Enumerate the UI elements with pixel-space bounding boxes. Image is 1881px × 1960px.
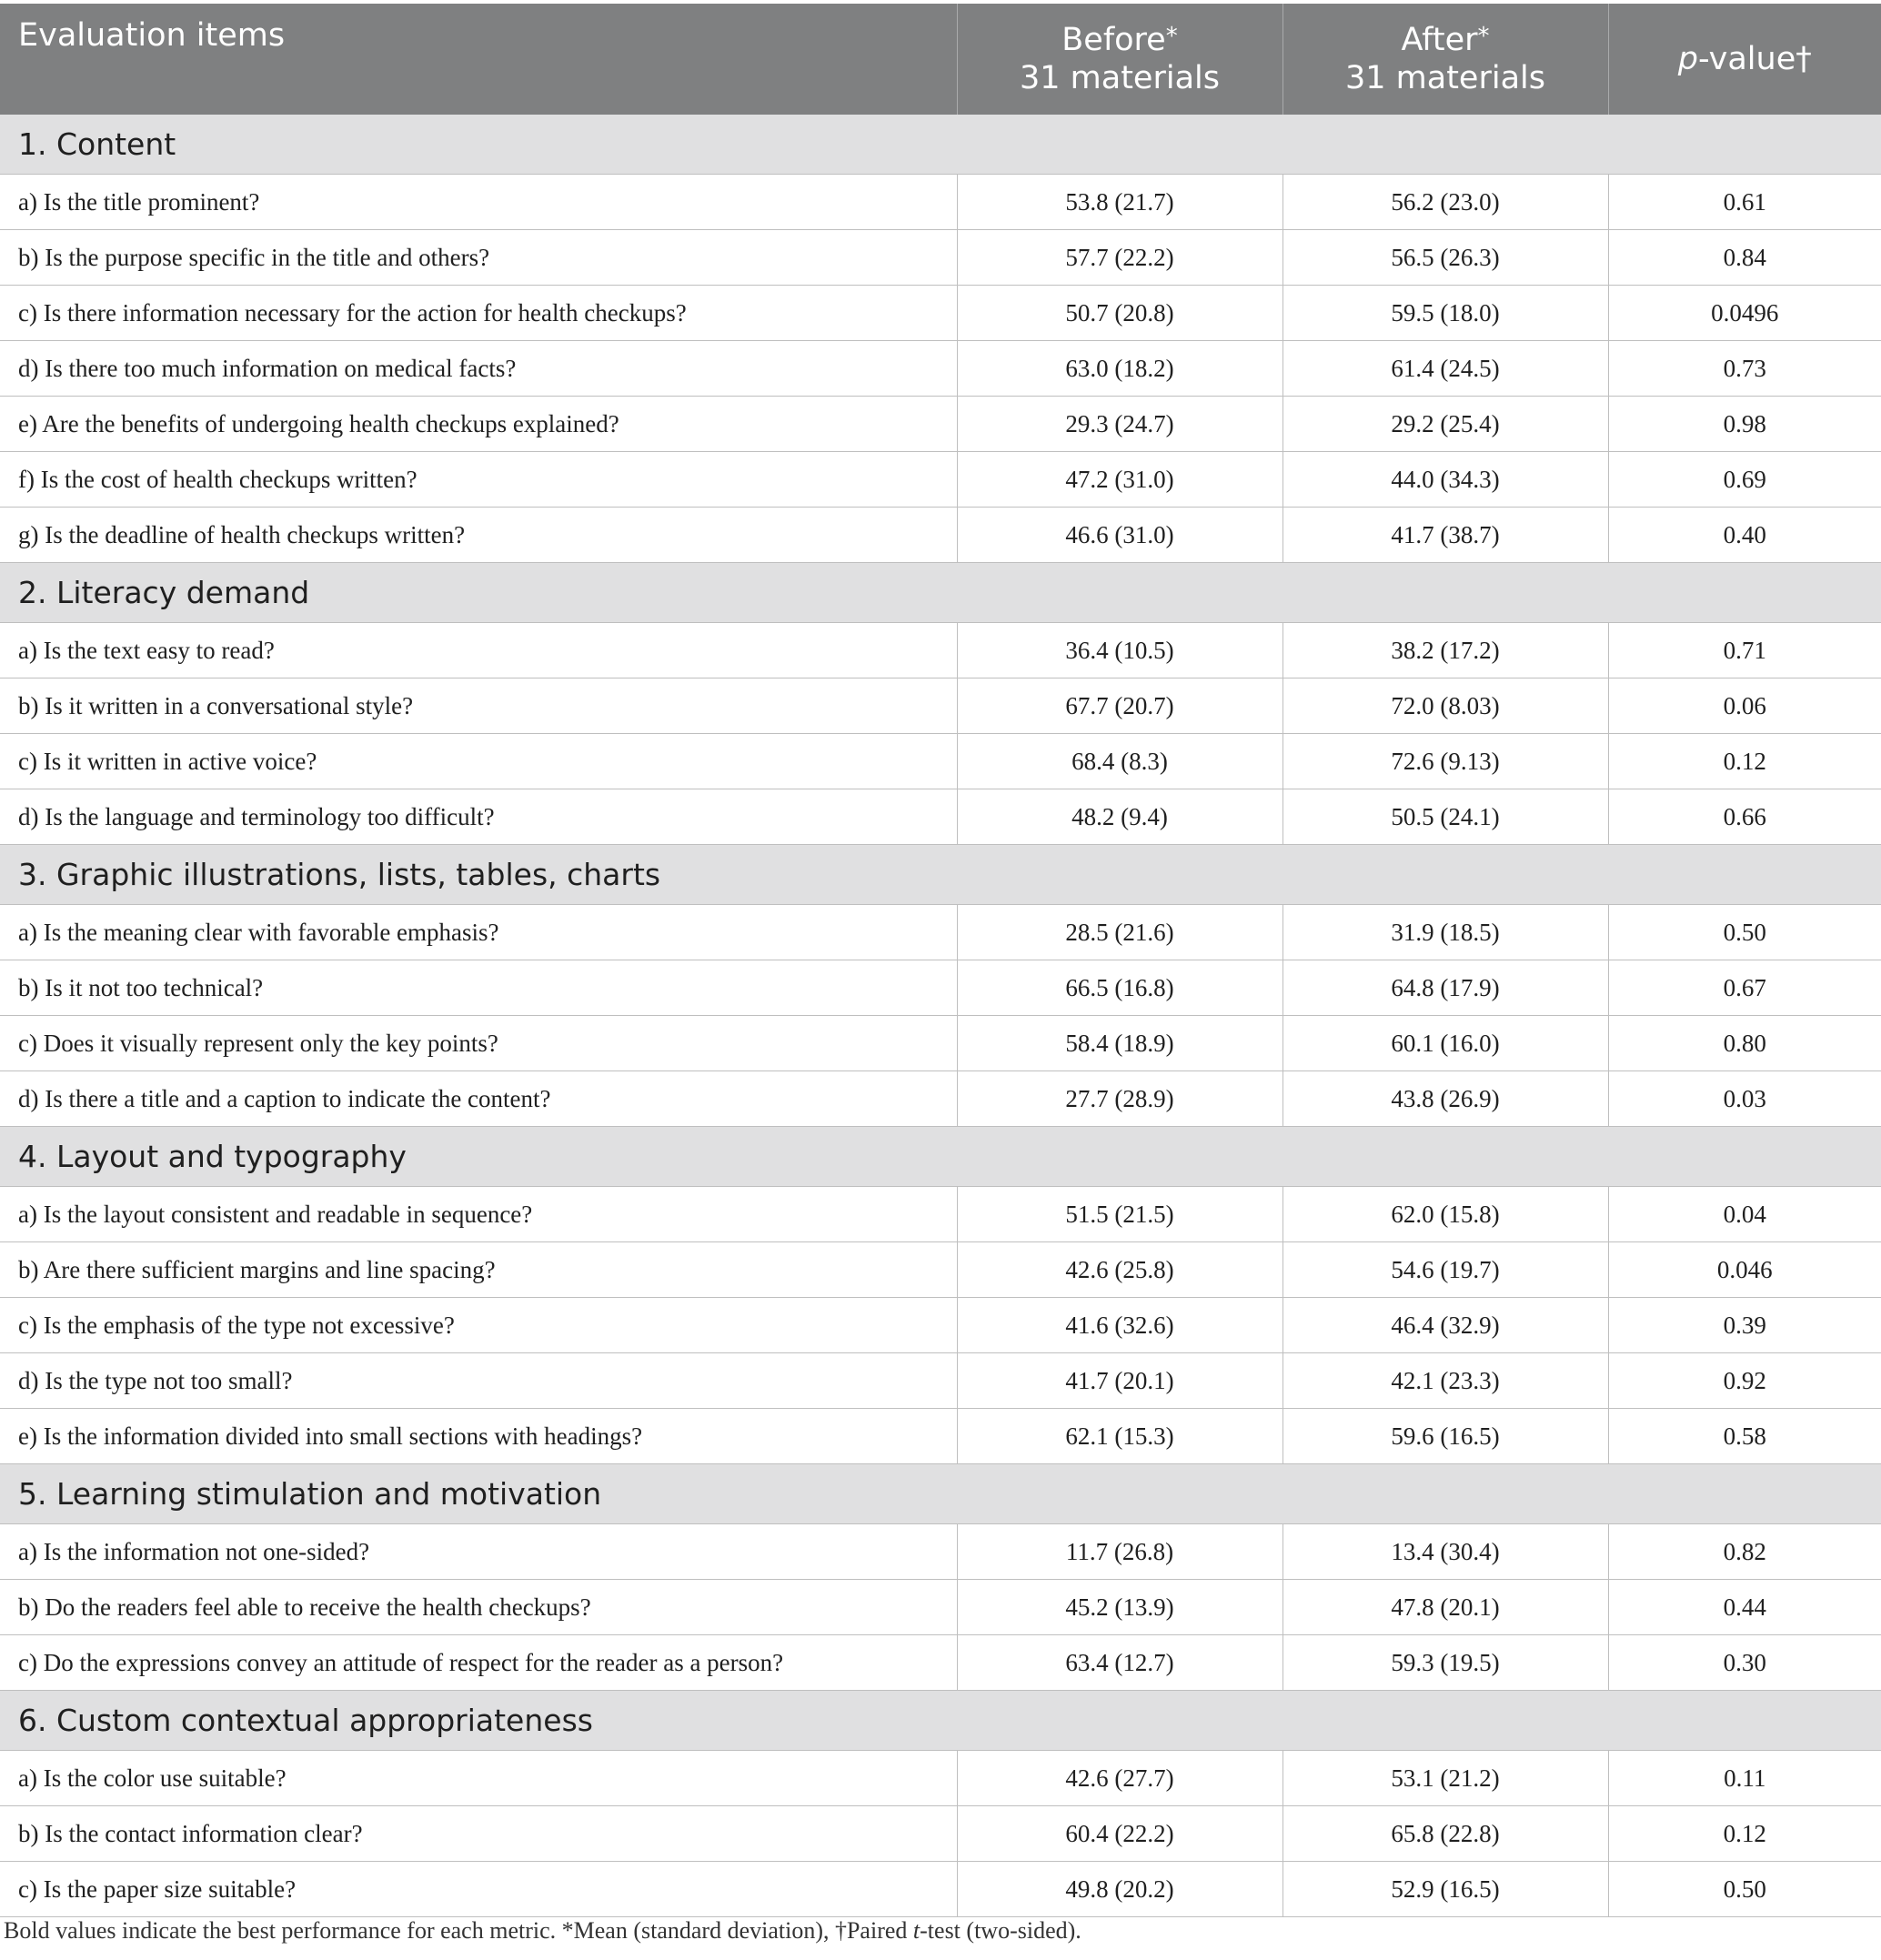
evaluation-item-cell: c) Is the paper size suitable? [0, 1862, 957, 1917]
before-value-cell: 66.5 (16.8) [957, 960, 1282, 1016]
header-before [957, 4, 1282, 115]
before-value-cell: 51.5 (21.5) [957, 1187, 1282, 1242]
evaluation-item-cell: c) Is there information necessary for the action for health checkups? [0, 286, 957, 341]
p-value-cell: 0.69 [1608, 452, 1881, 508]
header-p-marker: † [1796, 41, 1812, 77]
after-value-cell: 56.2 (23.0) [1282, 175, 1608, 230]
evaluation-item-cell: b) Is the contact information clear? [0, 1806, 957, 1862]
p-value-cell: 0.39 [1608, 1298, 1881, 1353]
evaluation-item-cell: d) Is there a title and a caption to indicate the content? [0, 1071, 957, 1127]
before-value-cell: 27.7 (28.9) [957, 1071, 1282, 1127]
table-row [0, 175, 1881, 230]
table-row [0, 623, 1881, 678]
after-value-cell: 50.5 (24.1) [1282, 789, 1608, 845]
after-value-cell: 56.5 (26.3) [1282, 230, 1608, 286]
table-row [0, 1071, 1881, 1127]
table-row [0, 286, 1881, 341]
before-value-cell: 36.4 (10.5) [957, 623, 1282, 678]
p-value-cell: 0.40 [1608, 508, 1881, 563]
header-p-value [1608, 4, 1881, 115]
evaluation-table-container [0, 4, 1881, 1917]
after-value-cell: 53.1 (21.2) [1282, 1751, 1608, 1806]
p-value-cell: 0.58 [1608, 1409, 1881, 1464]
before-value-cell: 63.4 (12.7) [957, 1635, 1282, 1691]
evaluation-item-cell: a) Is the title prominent? [0, 175, 957, 230]
table-row [0, 678, 1881, 734]
header-evaluation-items [0, 4, 957, 115]
after-value-cell: 61.4 (24.5) [1282, 341, 1608, 397]
after-value-cell: 72.6 (9.13) [1282, 734, 1608, 789]
section-title: 6. Custom contextual appropriateness [0, 1691, 1881, 1751]
table-row [0, 230, 1881, 286]
before-value-cell: 67.7 (20.7) [957, 678, 1282, 734]
table-row [0, 905, 1881, 960]
evaluation-item-cell: e) Are the benefits of undergoing health checkups explained? [0, 397, 957, 452]
evaluation-item-cell: a) Is the information not one-sided? [0, 1524, 957, 1580]
header-after-marker: * [1477, 23, 1490, 50]
section-title: 4. Layout and typography [0, 1127, 1881, 1187]
before-value-cell: 45.2 (13.9) [957, 1580, 1282, 1635]
before-value-cell: 49.8 (20.2) [957, 1862, 1282, 1917]
footnote-text-2: -test (two-sided). [920, 1917, 1081, 1944]
after-value-cell: 29.2 (25.4) [1282, 397, 1608, 452]
section-header-row [0, 1464, 1881, 1524]
evaluation-item-cell: f) Is the cost of health checkups written? [0, 452, 957, 508]
section-header-row [0, 845, 1881, 905]
table-row [0, 341, 1881, 397]
p-value-cell: 0.61 [1608, 175, 1881, 230]
p-value-cell: 0.0496 [1608, 286, 1881, 341]
after-value-cell: 59.6 (16.5) [1282, 1409, 1608, 1464]
p-value-cell: 0.66 [1608, 789, 1881, 845]
evaluation-item-cell: a) Is the meaning clear with favorable emphasis? [0, 905, 957, 960]
before-value-cell: 42.6 (27.7) [957, 1751, 1282, 1806]
p-value-cell: 0.73 [1608, 341, 1881, 397]
after-value-cell: 46.4 (32.9) [1282, 1298, 1608, 1353]
p-value-cell: 0.92 [1608, 1353, 1881, 1409]
table-row [0, 789, 1881, 845]
after-value-cell: 62.0 (15.8) [1282, 1187, 1608, 1242]
p-value-cell: 0.30 [1608, 1635, 1881, 1691]
before-value-cell: 58.4 (18.9) [957, 1016, 1282, 1071]
table-row [0, 1524, 1881, 1580]
table-row [0, 734, 1881, 789]
evaluation-item-cell: b) Is the purpose specific in the title and others? [0, 230, 957, 286]
header-before-count: 31 materials [1020, 60, 1220, 96]
evaluation-item-cell: b) Is it written in a conversational style? [0, 678, 957, 734]
before-value-cell: 28.5 (21.6) [957, 905, 1282, 960]
table-row [0, 1016, 1881, 1071]
section-header-row [0, 1127, 1881, 1187]
p-value-cell: 0.82 [1608, 1524, 1881, 1580]
table-row [0, 1242, 1881, 1298]
p-value-cell: 0.50 [1608, 1862, 1881, 1917]
p-value-cell: 0.71 [1608, 623, 1881, 678]
table-row [0, 1409, 1881, 1464]
before-value-cell: 29.3 (24.7) [957, 397, 1282, 452]
before-value-cell: 48.2 (9.4) [957, 789, 1282, 845]
evaluation-item-cell: b) Are there sufficient margins and line spacing? [0, 1242, 957, 1298]
section-title: 1. Content [0, 115, 1881, 175]
evaluation-item-cell: d) Is the type not too small? [0, 1353, 957, 1409]
evaluation-item-cell: c) Is the emphasis of the type not excessive? [0, 1298, 957, 1353]
evaluation-item-cell: b) Is it not too technical? [0, 960, 957, 1016]
p-value-cell: 0.046 [1608, 1242, 1881, 1298]
table-row [0, 508, 1881, 563]
section-header-row [0, 115, 1881, 175]
section-header-row [0, 1691, 1881, 1751]
evaluation-table [0, 4, 1881, 1917]
section-title: 2. Literacy demand [0, 563, 1881, 623]
evaluation-item-cell: c) Does it visually represent only the key points? [0, 1016, 957, 1071]
header-after [1282, 4, 1608, 115]
table-row [0, 1806, 1881, 1862]
after-value-cell: 72.0 (8.03) [1282, 678, 1608, 734]
before-value-cell: 60.4 (22.2) [957, 1806, 1282, 1862]
before-value-cell: 42.6 (25.8) [957, 1242, 1282, 1298]
p-value-cell: 0.04 [1608, 1187, 1881, 1242]
header-before-marker: * [1165, 23, 1178, 50]
before-value-cell: 47.2 (31.0) [957, 452, 1282, 508]
p-value-cell: 0.11 [1608, 1751, 1881, 1806]
before-value-cell: 11.7 (26.8) [957, 1524, 1282, 1580]
evaluation-item-cell: a) Is the layout consistent and readable in sequence? [0, 1187, 957, 1242]
evaluation-item-cell: g) Is the deadline of health checkups written? [0, 508, 957, 563]
after-value-cell: 38.2 (17.2) [1282, 623, 1608, 678]
header-before-label: Before [1061, 22, 1166, 58]
table-row [0, 452, 1881, 508]
header-p-rest: -value [1697, 41, 1796, 77]
table-row [0, 1353, 1881, 1409]
after-value-cell: 41.7 (38.7) [1282, 508, 1608, 563]
table-row [0, 1862, 1881, 1917]
table-header-row [0, 4, 1881, 115]
table-row [0, 1580, 1881, 1635]
before-value-cell: 57.7 (22.2) [957, 230, 1282, 286]
after-value-cell: 13.4 (30.4) [1282, 1524, 1608, 1580]
before-value-cell: 41.6 (32.6) [957, 1298, 1282, 1353]
after-value-cell: 47.8 (20.1) [1282, 1580, 1608, 1635]
table-row [0, 1751, 1881, 1806]
table-row [0, 1187, 1881, 1242]
header-evaluation-items-label: Evaluation items [18, 17, 286, 54]
p-value-cell: 0.98 [1608, 397, 1881, 452]
section-title: 5. Learning stimulation and motivation [0, 1464, 1881, 1524]
evaluation-item-cell: b) Do the readers feel able to receive the health checkups? [0, 1580, 957, 1635]
header-p-italic: p [1677, 41, 1698, 77]
after-value-cell: 52.9 (16.5) [1282, 1862, 1608, 1917]
p-value-cell: 0.06 [1608, 678, 1881, 734]
before-value-cell: 62.1 (15.3) [957, 1409, 1282, 1464]
table-body [0, 115, 1881, 1917]
evaluation-item-cell: a) Is the text easy to read? [0, 623, 957, 678]
before-value-cell: 53.8 (21.7) [957, 175, 1282, 230]
p-value-cell: 0.67 [1608, 960, 1881, 1016]
after-value-cell: 64.8 (17.9) [1282, 960, 1608, 1016]
p-value-cell: 0.12 [1608, 734, 1881, 789]
footnote-text-1: Bold values indicate the best performance for each metric. *Mean (standard deviation), †Paired [4, 1917, 913, 1944]
before-value-cell: 68.4 (8.3) [957, 734, 1282, 789]
after-value-cell: 43.8 (26.9) [1282, 1071, 1608, 1127]
after-value-cell: 54.6 (19.7) [1282, 1242, 1608, 1298]
p-value-cell: 0.84 [1608, 230, 1881, 286]
p-value-cell: 0.12 [1608, 1806, 1881, 1862]
evaluation-item-cell: c) Do the expressions convey an attitude of respect for the reader as a person? [0, 1635, 957, 1691]
evaluation-item-cell: e) Is the information divided into small sections with headings? [0, 1409, 957, 1464]
evaluation-item-cell: a) Is the color use suitable? [0, 1751, 957, 1806]
before-value-cell: 41.7 (20.1) [957, 1353, 1282, 1409]
evaluation-item-cell: d) Is there too much information on medical facts? [0, 341, 957, 397]
evaluation-item-cell: c) Is it written in active voice? [0, 734, 957, 789]
before-value-cell: 63.0 (18.2) [957, 341, 1282, 397]
section-header-row [0, 563, 1881, 623]
table-footnote [4, 1917, 1877, 1945]
p-value-cell: 0.80 [1608, 1016, 1881, 1071]
p-value-cell: 0.44 [1608, 1580, 1881, 1635]
p-value-cell: 0.50 [1608, 905, 1881, 960]
after-value-cell: 60.1 (16.0) [1282, 1016, 1608, 1071]
section-title: 3. Graphic illustrations, lists, tables, charts [0, 845, 1881, 905]
table-row [0, 960, 1881, 1016]
table-row [0, 1298, 1881, 1353]
table-row [0, 1635, 1881, 1691]
after-value-cell: 59.3 (19.5) [1282, 1635, 1608, 1691]
header-after-label: After [1401, 22, 1478, 58]
after-value-cell: 65.8 (22.8) [1282, 1806, 1608, 1862]
table-row [0, 397, 1881, 452]
after-value-cell: 59.5 (18.0) [1282, 286, 1608, 341]
after-value-cell: 31.9 (18.5) [1282, 905, 1608, 960]
footnote-t-italic: t [912, 1917, 920, 1944]
before-value-cell: 46.6 (31.0) [957, 508, 1282, 563]
before-value-cell: 50.7 (20.8) [957, 286, 1282, 341]
after-value-cell: 42.1 (23.3) [1282, 1353, 1608, 1409]
after-value-cell: 44.0 (34.3) [1282, 452, 1608, 508]
evaluation-item-cell: d) Is the language and terminology too difficult? [0, 789, 957, 845]
p-value-cell: 0.03 [1608, 1071, 1881, 1127]
header-after-count: 31 materials [1345, 60, 1545, 96]
